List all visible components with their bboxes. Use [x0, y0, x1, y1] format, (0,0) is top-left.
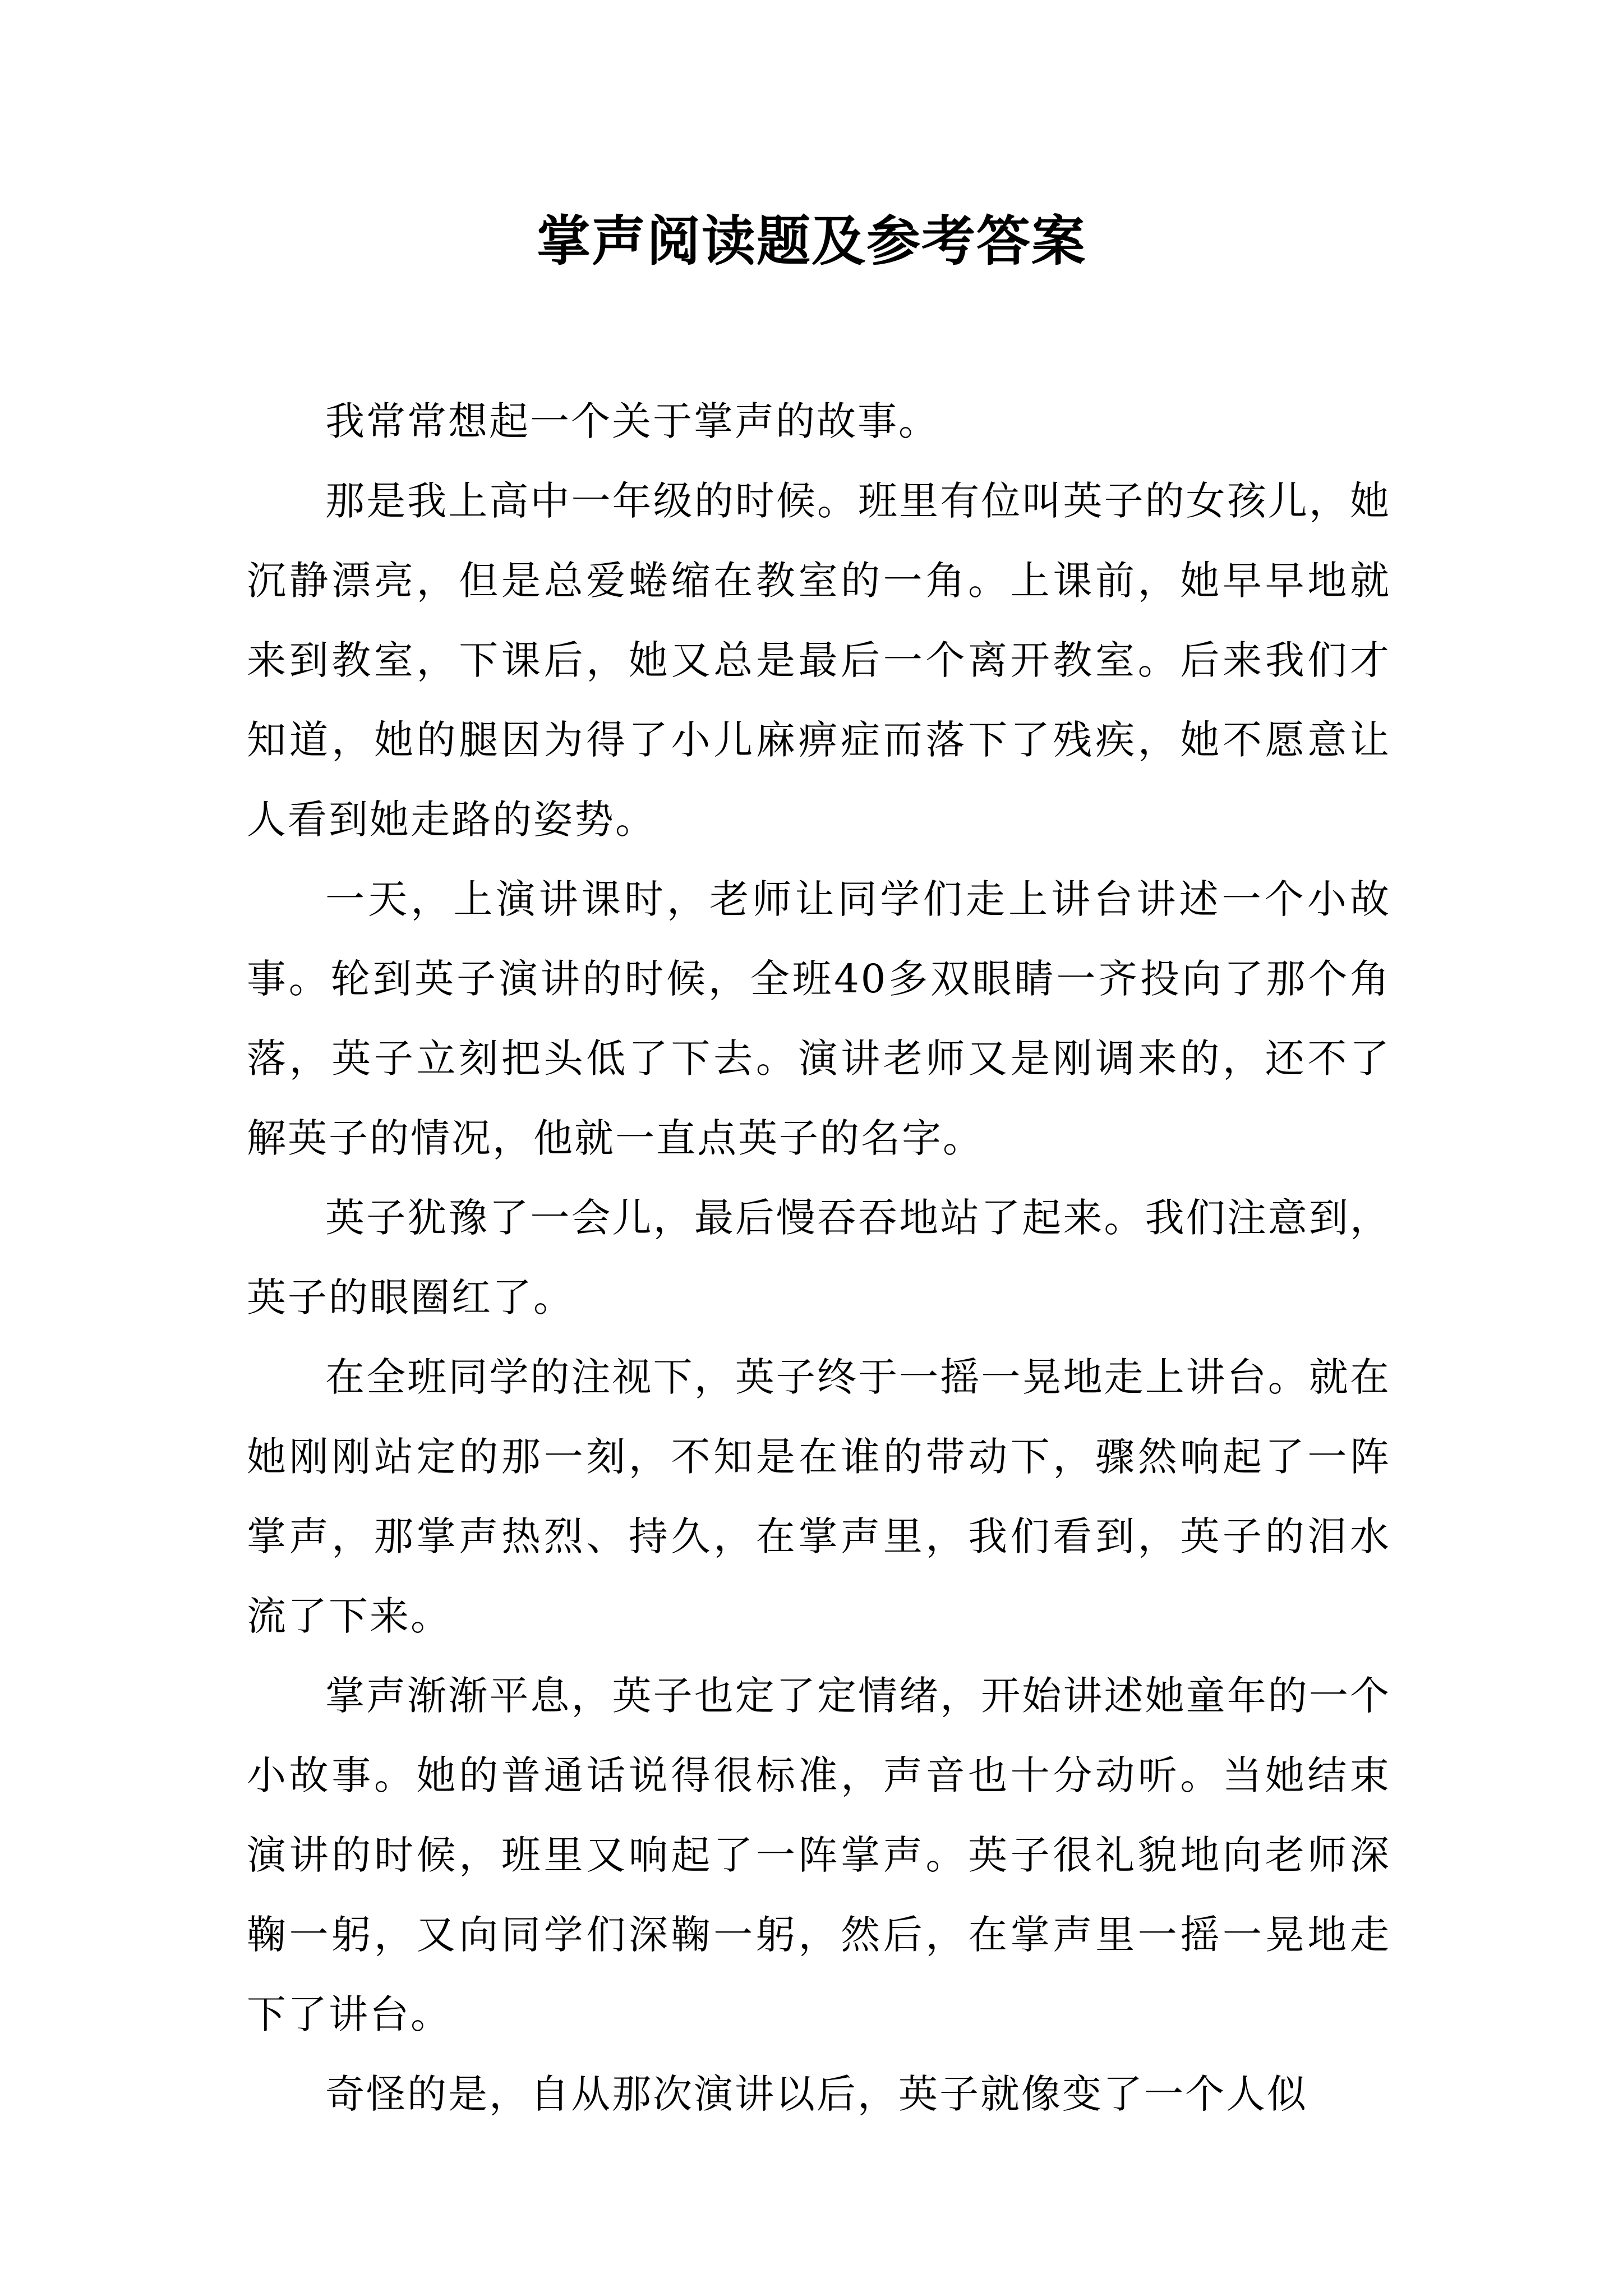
- paragraph: 我常常想起一个关于掌声的故事。: [325, 398, 939, 444]
- paragraph: 在全班同学的注视下，英子终于一摇一晃地走上讲台。就在她刚刚站定的那一刻，不知是在谁的带动下，骤然响起了一阵掌声，那掌声热烈、持久，在掌声里，我们看到，英子的泪水流了下来。: [247, 1354, 1391, 1639]
- paragraph: 那是我上高中一年级的时候。班里有位叫英子的女孩儿，她沉静漂亮，但是总爱蜷缩在教室的一角。上课前，她早早地就来到教室，下课后，她又总是最后一个离开教室。后来我们才知道，她的腿因为得了小儿麻痹症而落下了残疾，她不愿意让人看到她走路的姿势。: [247, 478, 1391, 843]
- document-body: [247, 381, 1391, 2134]
- paragraph: 奇怪的是，自从那次演讲以后，英子就像变了一个人似: [325, 2071, 1308, 2117]
- paragraph: 英子犹豫了一会儿，最后慢吞吞地站了起来。我们注意到，英子的眼圈红了。: [247, 1195, 1391, 1320]
- paragraph: 一天，上演讲课时，老师让同学们走上讲台讲述一个小故事。轮到英子演讲的时候，全班40多双眼睛一齐投向了那个角落，英子立刻把头低了下去。演讲老师又是刚调来的，还不了解英子的情况，他就一直点英子的名字。: [247, 876, 1391, 1161]
- document-title: 掌声阅读题及参考答案: [537, 209, 1086, 273]
- paragraph: 掌声渐渐平息，英子也定了定情绪，开始讲述她童年的一个小故事。她的普通话说得很标准，声音也十分动听。当她结束演讲的时候，班里又响起了一阵掌声。英子很礼貌地向老师深鞠一躬，又向同学们深鞠一躬，然后，在掌声里一摇一晃地走下了讲台。: [247, 1673, 1391, 2037]
